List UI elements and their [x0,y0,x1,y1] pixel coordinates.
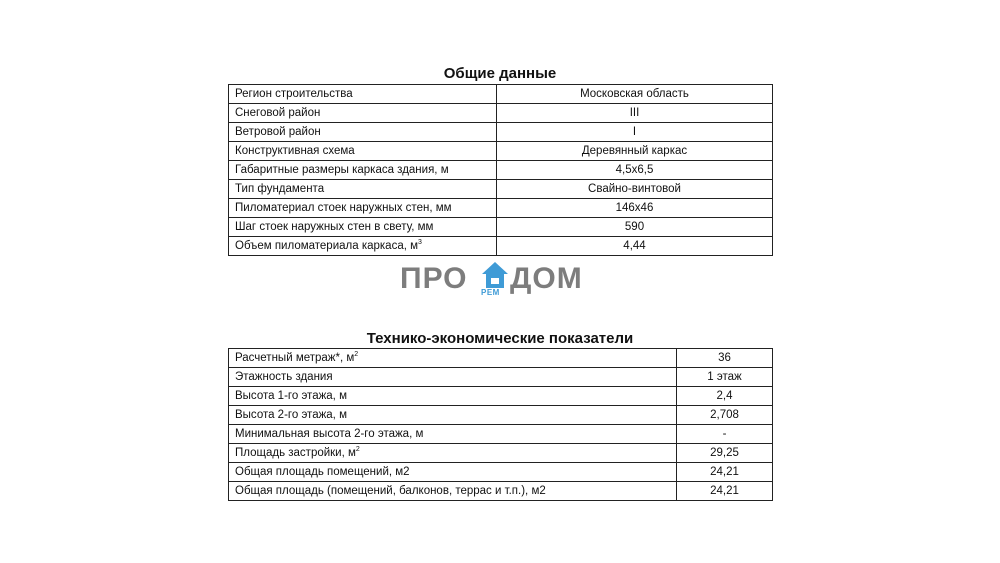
row-value: 4,44 [497,237,773,256]
row-label: Пиломатериал стоек наружных стен, мм [229,199,497,218]
row-value: I [497,123,773,142]
row-label: Этажность здания [229,368,677,387]
table-row [229,349,773,368]
row-label: Высота 1-го этажа, м [229,387,677,406]
table-row [229,85,773,104]
row-label: Площадь застройки, $м^2$ [229,444,677,463]
logo-text-right: ДОМ [510,262,583,295]
row-value: 1 этаж [677,368,773,387]
row-value: 24,21 [677,463,773,482]
table-row [229,104,773,123]
row-label: Расчетный метраж*, $м^2$ [229,349,677,368]
row-value: 29,25 [677,444,773,463]
row-value: III [497,104,773,123]
row-label: Шаг стоек наружных стен в свету, мм [229,218,497,237]
row-value: 4,5x6,5 [497,161,773,180]
table-row [229,463,773,482]
row-label: Общая площадь помещений, м2 [229,463,677,482]
table-row [229,387,773,406]
tech-indicators-table [228,348,773,501]
row-label: Снеговой район [229,104,497,123]
row-label: Габаритные размеры каркаса здания, м [229,161,497,180]
table-row [229,482,773,501]
general-data-title: Общие данные [443,65,557,82]
row-value: - [677,425,773,444]
row-value: Деревянный каркас [497,142,773,161]
row-label: Минимальная высота 2-го этажа, м [229,425,677,444]
row-value: 36 [677,349,773,368]
prodom-logo [400,260,600,300]
row-value: 146x46 [497,199,773,218]
table-row [229,180,773,199]
house-icon [480,260,510,290]
row-value: Московская область [497,85,773,104]
row-label: Тип фундамента [229,180,497,199]
table-row [229,161,773,180]
table-row [229,237,773,256]
table-row [229,142,773,161]
table-row [229,199,773,218]
table-row [229,444,773,463]
row-value: 590 [497,218,773,237]
row-value: 2,708 [677,406,773,425]
row-value: Свайно-винтовой [497,180,773,199]
table-row [229,425,773,444]
logo-text-left: ПРО [400,262,468,295]
row-label: Регион строительства [229,85,497,104]
general-data-table [228,84,773,256]
logo-text-small: РЕМ [481,288,500,297]
table-row [229,406,773,425]
row-label: Конструктивная схема [229,142,497,161]
row-label: Общая площадь (помещений, балконов, террас и т.п.), м2 [229,482,677,501]
row-value: 24,21 [677,482,773,501]
table-row [229,123,773,142]
table-row [229,368,773,387]
row-label: Объем пиломатериала каркаса, $м^3$ [229,237,497,256]
row-label: Высота 2-го этажа, м [229,406,677,425]
row-value: 2,4 [677,387,773,406]
row-label: Ветровой район [229,123,497,142]
tech-indicators-title: Технико-экономические показатели [366,330,634,347]
table-row [229,218,773,237]
